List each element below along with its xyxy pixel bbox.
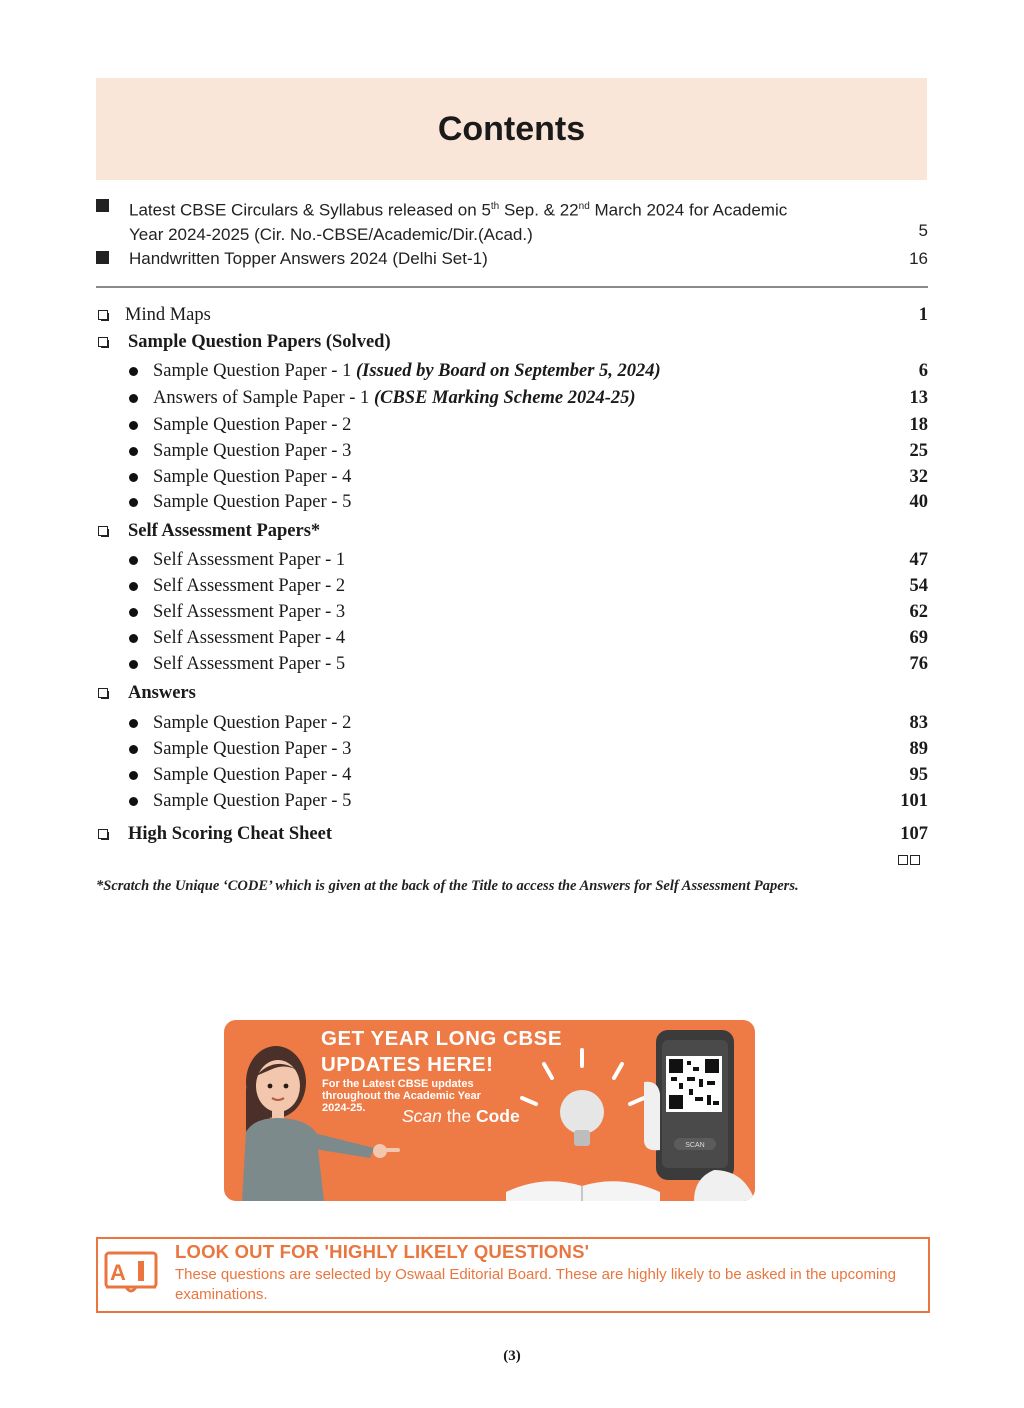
page-number-ref: 16	[909, 249, 928, 268]
highly-likely-title: LOOK OUT FOR 'HIGHLY LIKELY QUESTIONS'	[175, 1241, 590, 1262]
cbse-updates-banner[interactable]	[224, 1020, 755, 1201]
toc-item-sap-5[interactable]: Self Assessment Paper - 5 76	[96, 651, 928, 677]
toc-item-sap-4[interactable]: Self Assessment Paper - 4 69	[96, 625, 928, 651]
top-item-topper-answers[interactable]	[96, 247, 928, 271]
bullet-dot-icon	[129, 719, 138, 728]
toc-item-sqp-1-answers[interactable]: Answers of Sample Paper - 1 (CBSE Marking Scheme 2024-25) 13	[96, 385, 928, 411]
square-bullet-icon	[96, 199, 109, 212]
toc-section-answers[interactable]: Answers	[96, 680, 928, 706]
scan-the-code-label: Scan the Code	[402, 1106, 520, 1126]
toc-item-answers-sqp-3[interactable]: Sample Question Paper - 3 89	[96, 736, 928, 762]
toc-item-sqp-2[interactable]: Sample Question Paper - 2 18	[96, 412, 928, 438]
toc-item-answers-sqp-5[interactable]: Sample Question Paper - 5 101	[96, 788, 928, 814]
toc-item-sap-1[interactable]: Self Assessment Paper - 1 47	[96, 547, 928, 573]
toc-item-sqp-3[interactable]: Sample Question Paper - 3 25	[96, 438, 928, 464]
divider	[96, 286, 928, 288]
checkbox-bullet-icon	[98, 337, 108, 347]
toc-item-sqp-5[interactable]: Sample Question Paper - 5 40	[96, 489, 928, 515]
contents-header	[96, 78, 927, 180]
checkbox-bullet-icon	[98, 829, 108, 839]
bullet-dot-icon	[129, 367, 138, 376]
toc-item-mind-maps[interactable]: Mind Maps 1	[96, 302, 928, 328]
toc-item-sap-3[interactable]: Self Assessment Paper - 3 62	[96, 599, 928, 625]
bullet-dot-icon	[129, 421, 138, 430]
page-number: (3)	[503, 1348, 521, 1364]
toc-item-answers-sqp-2[interactable]: Sample Question Paper - 2 83	[96, 710, 928, 736]
page-title: Contents	[437, 110, 586, 148]
top-item-circulars[interactable]	[96, 195, 928, 243]
toc-item-cheat-sheet[interactable]: High Scoring Cheat Sheet 107	[96, 821, 928, 847]
toc-section-self-assessment[interactable]: Self Assessment Papers*	[96, 518, 928, 544]
bullet-dot-icon	[129, 473, 138, 482]
bullet-dot-icon	[129, 660, 138, 669]
checkbox-bullet-icon	[98, 310, 108, 320]
bullet-dot-icon	[129, 556, 138, 565]
bullet-dot-icon	[129, 745, 138, 754]
toc-item-sap-2[interactable]: Self Assessment Paper - 2 54	[96, 573, 928, 599]
bullet-dot-icon	[129, 498, 138, 507]
bullet-dot-icon	[129, 797, 138, 806]
toc-section-sample-papers[interactable]: Sample Question Papers (Solved)	[96, 329, 928, 355]
phone-scan-label: SCAN	[685, 1142, 705, 1149]
bullet-dot-icon	[129, 634, 138, 643]
end-mark-icon	[898, 855, 922, 867]
bullet-dot-icon	[129, 608, 138, 617]
toc-item-sqp-1[interactable]: Sample Question Paper - 1 (Issued by Board on September 5, 2024) 6	[96, 358, 928, 384]
toc-item-sqp-4[interactable]: Sample Question Paper - 4 32	[96, 464, 928, 490]
bullet-dot-icon	[129, 394, 138, 403]
checkbox-bullet-icon	[98, 688, 108, 698]
square-bullet-icon	[96, 251, 109, 264]
bullet-dot-icon	[129, 447, 138, 456]
svg-text:A: A	[110, 1260, 126, 1285]
top-item-label: Latest CBSE Circulars & Syllabus released on 5th Sep. & 22nd March 2024 for Academic Year 2024-2025 (Cir. No.-CBSE/Academic/Dir.(Acad.)	[129, 200, 788, 244]
banner-subtext: For the Latest CBSE updates throughout the Academic Year 2024-25.	[322, 1078, 481, 1114]
highly-likely-description: These questions are selected by Oswaal Editorial Board. These are highly likely to be asked in the upcoming examinations.	[175, 1266, 896, 1303]
banner-headline: GET YEAR LONG CBSE UPDATES HERE!	[321, 1027, 562, 1076]
open-book-ai-icon	[104, 1249, 158, 1299]
bullet-dot-icon	[129, 582, 138, 591]
toc-item-answers-sqp-4[interactable]: Sample Question Paper - 4 95	[96, 762, 928, 788]
bullet-dot-icon	[129, 771, 138, 780]
page-number-ref: 5	[918, 221, 928, 240]
top-item-label: Handwritten Topper Answers 2024 (Delhi Set-1)	[129, 249, 488, 268]
highly-likely-questions-box	[96, 1237, 930, 1313]
checkbox-bullet-icon	[98, 526, 108, 536]
footnote: *Scratch the Unique ‘CODE’ which is given at the back of the Title to access the Answers for Self Assessment Papers.	[96, 878, 799, 894]
